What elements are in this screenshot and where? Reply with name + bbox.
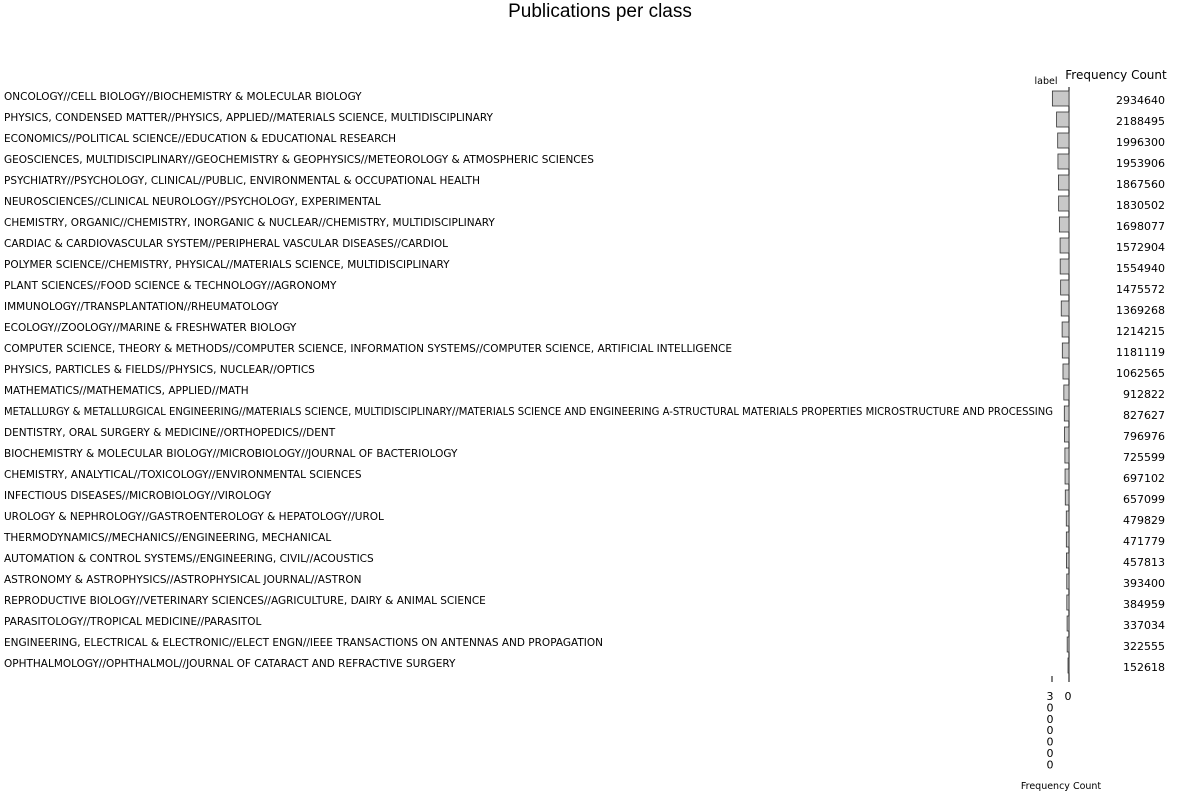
bar (1066, 532, 1069, 547)
category-label: CHEMISTRY, ANALYTICAL//TOXICOLOGY//ENVIRONMENTAL SCIENCES (4, 469, 362, 481)
value-label: 1698077 (1116, 220, 1165, 233)
table-row (4, 385, 1165, 401)
value-label: 725599 (1123, 451, 1165, 464)
table-row (4, 553, 1165, 569)
x-axis-tick-label-zero: 0 (1064, 690, 1072, 703)
category-label: ECONOMICS//POLITICAL SCIENCE//EDUCATION & EDUCATIONAL RESEARCH (4, 133, 397, 145)
value-label: 912822 (1123, 388, 1165, 401)
bar (1060, 238, 1069, 253)
chart-title: Publications per class (508, 1, 692, 22)
table-row (4, 469, 1165, 485)
table-row (4, 637, 1165, 653)
value-label: 1475572 (1116, 283, 1165, 296)
bar (1067, 637, 1069, 652)
category-label: CARDIAC & CARDIOVASCULAR SYSTEM//PERIPHERAL VASCULAR DISEASES//CARDIOL (4, 238, 449, 250)
category-label: COMPUTER SCIENCE, THEORY & METHODS//COMPUTER SCIENCE, INFORMATION SYSTEMS//COMPUTER SCIENCE, ARTIFICIAL INTELLIGENCE (4, 343, 733, 355)
value-label: 827627 (1123, 409, 1165, 422)
bar (1064, 427, 1069, 442)
category-label: UROLOGY & NEPHROLOGY//GASTROENTEROLOGY & HEPATOLOGY//UROL (4, 511, 384, 523)
category-label: MATHEMATICS//MATHEMATICS, APPLIED//MATH (4, 385, 249, 397)
bar (1067, 616, 1069, 631)
value-label: 471779 (1123, 535, 1165, 548)
table-row (4, 238, 1165, 254)
value-label: 796976 (1123, 430, 1165, 443)
category-label: IMMUNOLOGY//TRANSPLANTATION//RHEUMATOLOGY (4, 301, 279, 313)
table-row (4, 175, 1165, 191)
table-row (4, 154, 1165, 170)
table-row (4, 133, 1165, 149)
value-label: 337034 (1123, 619, 1165, 632)
category-label: PSYCHIATRY//PSYCHOLOGY, CLINICAL//PUBLIC, ENVIRONMENTAL & OCCUPATIONAL HEALTH (4, 175, 480, 187)
bar (1058, 154, 1069, 169)
value-label: 479829 (1123, 514, 1165, 527)
category-label: ASTRONOMY & ASTROPHYSICS//ASTROPHYSICAL JOURNAL//ASTRON (4, 574, 362, 586)
bar (1061, 301, 1069, 316)
x-axis-tick-label-max (1047, 690, 1054, 771)
table-row (4, 259, 1165, 275)
value-label: 1996300 (1116, 136, 1165, 149)
x-axis-label: Frequency Count (1020, 781, 1102, 792)
value-label: 1867560 (1116, 178, 1165, 191)
value-label: 697102 (1123, 472, 1165, 485)
bar (1066, 511, 1069, 526)
value-label: 152618 (1123, 661, 1165, 674)
value-label: 457813 (1123, 556, 1165, 569)
value-label: 322555 (1123, 640, 1165, 653)
bar (1068, 658, 1069, 673)
category-label: PLANT SCIENCES//FOOD SCIENCE & TECHNOLOGY//AGRONOMY (4, 280, 337, 292)
table-row (4, 616, 1165, 632)
bar (1052, 91, 1069, 106)
category-label: METALLURGY & METALLURGICAL ENGINEERING//MATERIALS SCIENCE, MULTIDISCIPLINARY//MATERIALS SCIENCE AND ENGINEERING A-STRUCTURAL MATERIALS PROPERTIES MICROSTRUCTURE AND PROCESSING (4, 406, 1053, 418)
category-label: INFECTIOUS DISEASES//MICROBIOLOGY//VIROLOGY (4, 490, 272, 502)
bar (1060, 259, 1069, 274)
table-row (3, 532, 1165, 548)
value-column-header: Frequency Count (1065, 68, 1167, 82)
category-label: DENTISTRY, ORAL SURGERY & MEDICINE//ORTHOPEDICS//DENT (4, 427, 336, 439)
category-label: OPHTHALMOLOGY//OPHTHALMOL//JOURNAL OF CATARACT AND REFRACTIVE SURGERY (4, 658, 456, 670)
value-label: 1554940 (1116, 262, 1165, 275)
category-label: REPRODUCTIVE BIOLOGY//VETERINARY SCIENCES//AGRICULTURE, DAIRY & ANIMAL SCIENCE (4, 595, 486, 607)
bar (1067, 574, 1069, 589)
category-label: BIOCHEMISTRY & MOLECULAR BIOLOGY//MICROBIOLOGY//JOURNAL OF BACTERIOLOGY (4, 448, 458, 460)
category-label: POLYMER SCIENCE//CHEMISTRY, PHYSICAL//MATERIALS SCIENCE, MULTIDISCIPLINARY (4, 259, 450, 271)
table-row (4, 280, 1165, 296)
chart-rows (3, 91, 1165, 674)
category-label: ENGINEERING, ELECTRICAL & ELECTRONIC//ELECT ENGN//IEEE TRANSACTIONS ON ANTENNAS AND PROPAGATION (4, 637, 603, 649)
value-label: 393400 (1123, 577, 1165, 590)
value-label: 657099 (1123, 493, 1165, 506)
table-row (4, 343, 1165, 359)
bar (1058, 133, 1069, 148)
category-label: PHYSICS, PARTICLES & FIELDS//PHYSICS, NUCLEAR//OPTICS (4, 364, 315, 376)
bar (1064, 406, 1069, 421)
table-row (4, 448, 1165, 464)
table-row (4, 301, 1165, 317)
category-label: ECOLOGY//ZOOLOGY//MARINE & FRESHWATER BIOLOGY (4, 322, 297, 334)
bar (1065, 448, 1069, 463)
bar (1059, 196, 1069, 211)
bar (1063, 364, 1069, 379)
table-row (4, 511, 1165, 527)
table-row (4, 406, 1165, 422)
value-label: 384959 (1123, 598, 1165, 611)
label-column-header: label (1034, 76, 1058, 87)
value-label: 1181119 (1116, 346, 1165, 359)
table-row (4, 595, 1165, 611)
value-label: 1830502 (1116, 199, 1165, 212)
table-row (4, 364, 1165, 380)
bar (1061, 280, 1069, 295)
category-label: NEUROSCIENCES//CLINICAL NEUROLOGY//PSYCHOLOGY, EXPERIMENTAL (4, 196, 381, 208)
value-label: 1572904 (1116, 241, 1165, 254)
value-label: 1062565 (1116, 367, 1165, 380)
tick-label-text: 3 0 0 0 0 0 0 (1046, 690, 1054, 772)
bar (1065, 469, 1069, 484)
table-row (4, 322, 1165, 338)
value-label: 1214215 (1116, 325, 1165, 338)
table-row (4, 112, 1165, 128)
bar (1065, 490, 1069, 505)
value-label: 2188495 (1116, 115, 1165, 128)
table-row (4, 427, 1165, 443)
table-row (4, 574, 1165, 590)
category-label: GEOSCIENCES, MULTIDISCIPLINARY//GEOCHEMISTRY & GEOPHYSICS//METEOROLOGY & ATMOSPHERIC SCIENCES (4, 154, 594, 166)
table-row (4, 91, 1165, 107)
category-label: PHYSICS, CONDENSED MATTER//PHYSICS, APPLIED//MATERIALS SCIENCE, MULTIDISCIPLINARY (4, 112, 493, 124)
bar (1067, 595, 1069, 610)
table-row (4, 490, 1165, 506)
bar (1058, 175, 1069, 190)
table-row (4, 196, 1165, 212)
value-label: 1953906 (1116, 157, 1165, 170)
category-label: CHEMISTRY, ORGANIC//CHEMISTRY, INORGANIC & NUCLEAR//CHEMISTRY, MULTIDISCIPLINARY (4, 217, 495, 229)
value-label: 1369268 (1116, 304, 1165, 317)
bar (1062, 343, 1069, 358)
table-row (4, 658, 1165, 674)
value-label: 2934640 (1116, 94, 1165, 107)
category-label: THERMODYNAMICS//MECHANICS//ENGINEERING, MECHANICAL (4, 532, 332, 544)
bar (1064, 385, 1069, 400)
bar (1059, 217, 1069, 232)
bar (1057, 112, 1069, 127)
bar (1066, 553, 1069, 568)
category-label: PARASITOLOGY//TROPICAL MEDICINE//PARASITOL (4, 616, 262, 628)
table-row (4, 217, 1165, 233)
bar (1062, 322, 1069, 337)
category-label: ONCOLOGY//CELL BIOLOGY//BIOCHEMISTRY & MOLECULAR BIOLOGY (4, 91, 362, 103)
category-label: AUTOMATION & CONTROL SYSTEMS//ENGINEERING, CIVIL//ACOUSTICS (4, 553, 374, 565)
